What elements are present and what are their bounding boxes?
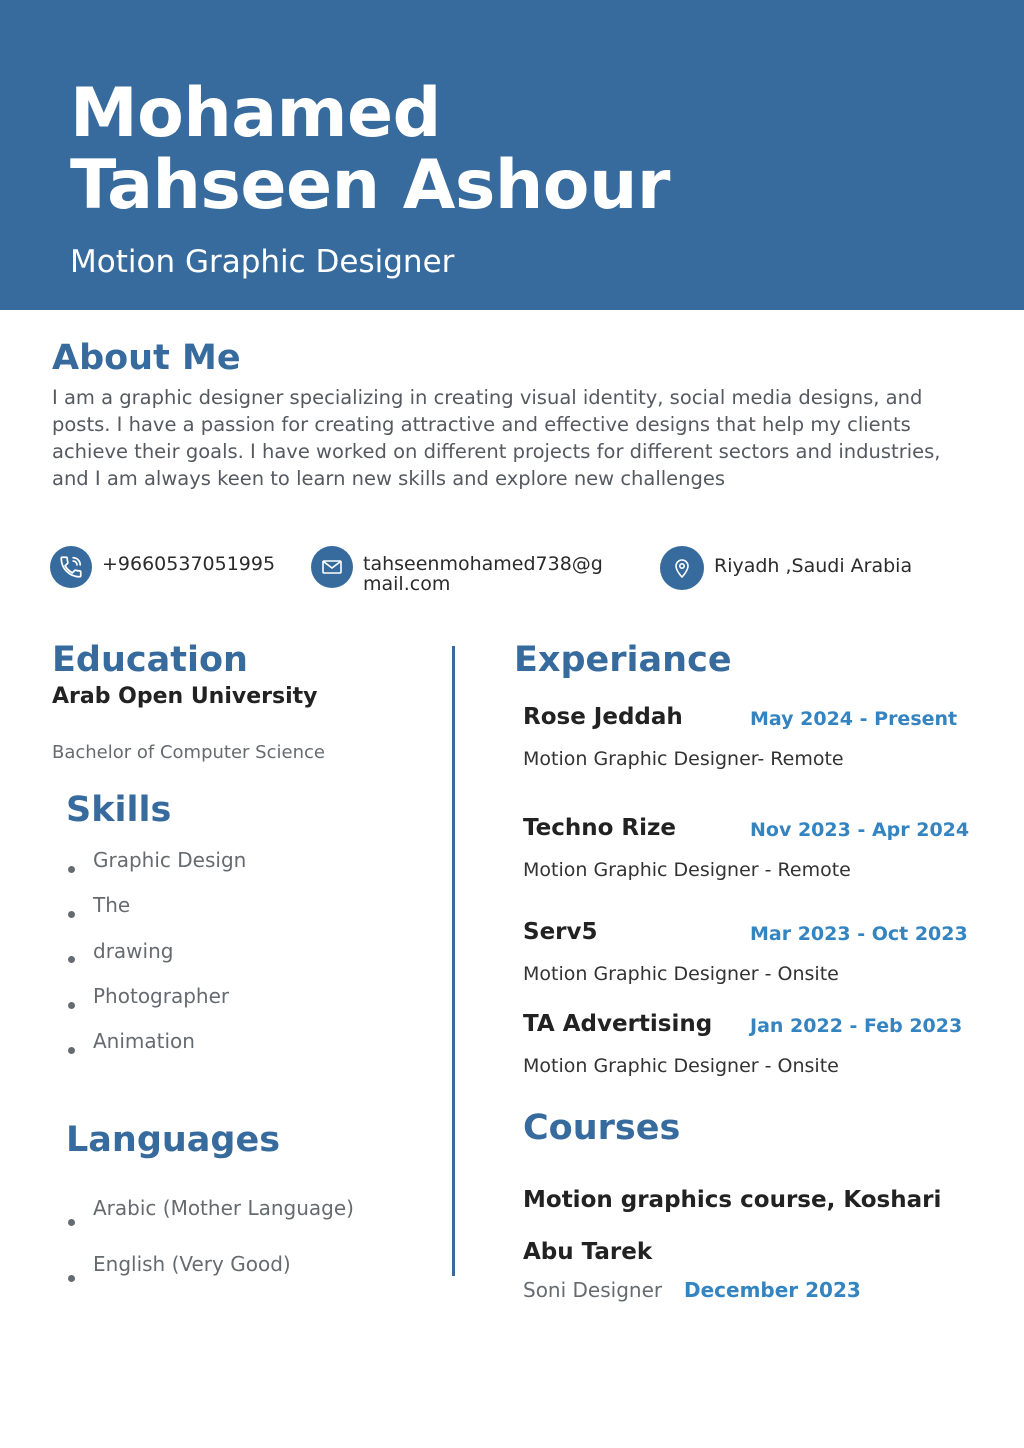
job-company: TA Advertising (523, 1011, 713, 1037)
skill-item: Animation (66, 1027, 246, 1072)
skills-list (66, 846, 246, 1072)
email-address (363, 554, 603, 594)
education-university: Arab Open University (52, 684, 318, 709)
location-text: Riyadh ,Saudi Arabia (714, 555, 913, 577)
job-role: Motion Graphic Designer - Remote (523, 859, 851, 881)
candidate-name (70, 74, 670, 225)
job-company: Serv5 (523, 919, 598, 945)
courses-heading: Courses (523, 1108, 681, 1148)
phone-number: +9660537051995 (102, 553, 276, 575)
email-line-1: tahseenmohamed738@g (363, 553, 603, 575)
course-date: December 2023 (684, 1278, 861, 1302)
education-degree: Bachelor of Computer Science (52, 742, 325, 763)
language-item: English (Very Good) (66, 1250, 354, 1306)
about-heading: About Me (52, 338, 241, 378)
name-line-1: Mohamed (70, 74, 441, 153)
job-date: Nov 2023 - Apr 2024 (750, 819, 970, 841)
language-item: Arabic (Mother Language) (66, 1194, 354, 1250)
skill-item: The (66, 891, 246, 936)
job-date: Jan 2022 - Feb 2023 (750, 1015, 963, 1037)
job-company: Techno Rize (523, 815, 677, 841)
job-role: Motion Graphic Designer- Remote (523, 748, 844, 770)
about-text: I am a graphic designer specializing in creating visual identity, social media designs, and posts. I have a passion for creating attractive and effective designs that help my clients achieve their goals. I have worked on different projects for different sectors and industries, and I am always keen to learn new skills and explore new challenges (52, 386, 941, 490)
name-line-2: Tahseen Ashour (70, 146, 670, 225)
skill-item: drawing (66, 937, 246, 982)
languages-heading: Languages (66, 1120, 281, 1160)
contact-phone (50, 546, 275, 588)
skill-item: Graphic Design (66, 846, 246, 891)
job-role: Motion Graphic Designer - Onsite (523, 1055, 839, 1077)
envelope-icon (311, 546, 353, 588)
contact-location (660, 546, 912, 590)
job-title: Motion Graphic Designer (70, 244, 455, 280)
job-role: Motion Graphic Designer - Onsite (523, 963, 839, 985)
phone-icon (50, 546, 92, 588)
languages-list (66, 1194, 354, 1306)
column-divider (452, 646, 455, 1276)
course-title: Motion graphics course, Koshari Abu Tarek (523, 1187, 942, 1265)
contact-email (311, 546, 603, 594)
skills-heading: Skills (66, 790, 172, 830)
location-pin-icon (660, 546, 704, 590)
job-date: Mar 2023 - Oct 2023 (750, 923, 968, 945)
header-banner (0, 0, 1024, 310)
skill-item: Photographer (66, 982, 246, 1027)
experience-heading: Experiance (514, 640, 732, 680)
course-institution: Soni Designer (523, 1278, 663, 1302)
job-date: May 2024 - Present (750, 708, 958, 730)
education-heading: Education (52, 640, 248, 680)
email-line-2: mail.com (363, 573, 451, 595)
job-company: Rose Jeddah (523, 704, 683, 730)
